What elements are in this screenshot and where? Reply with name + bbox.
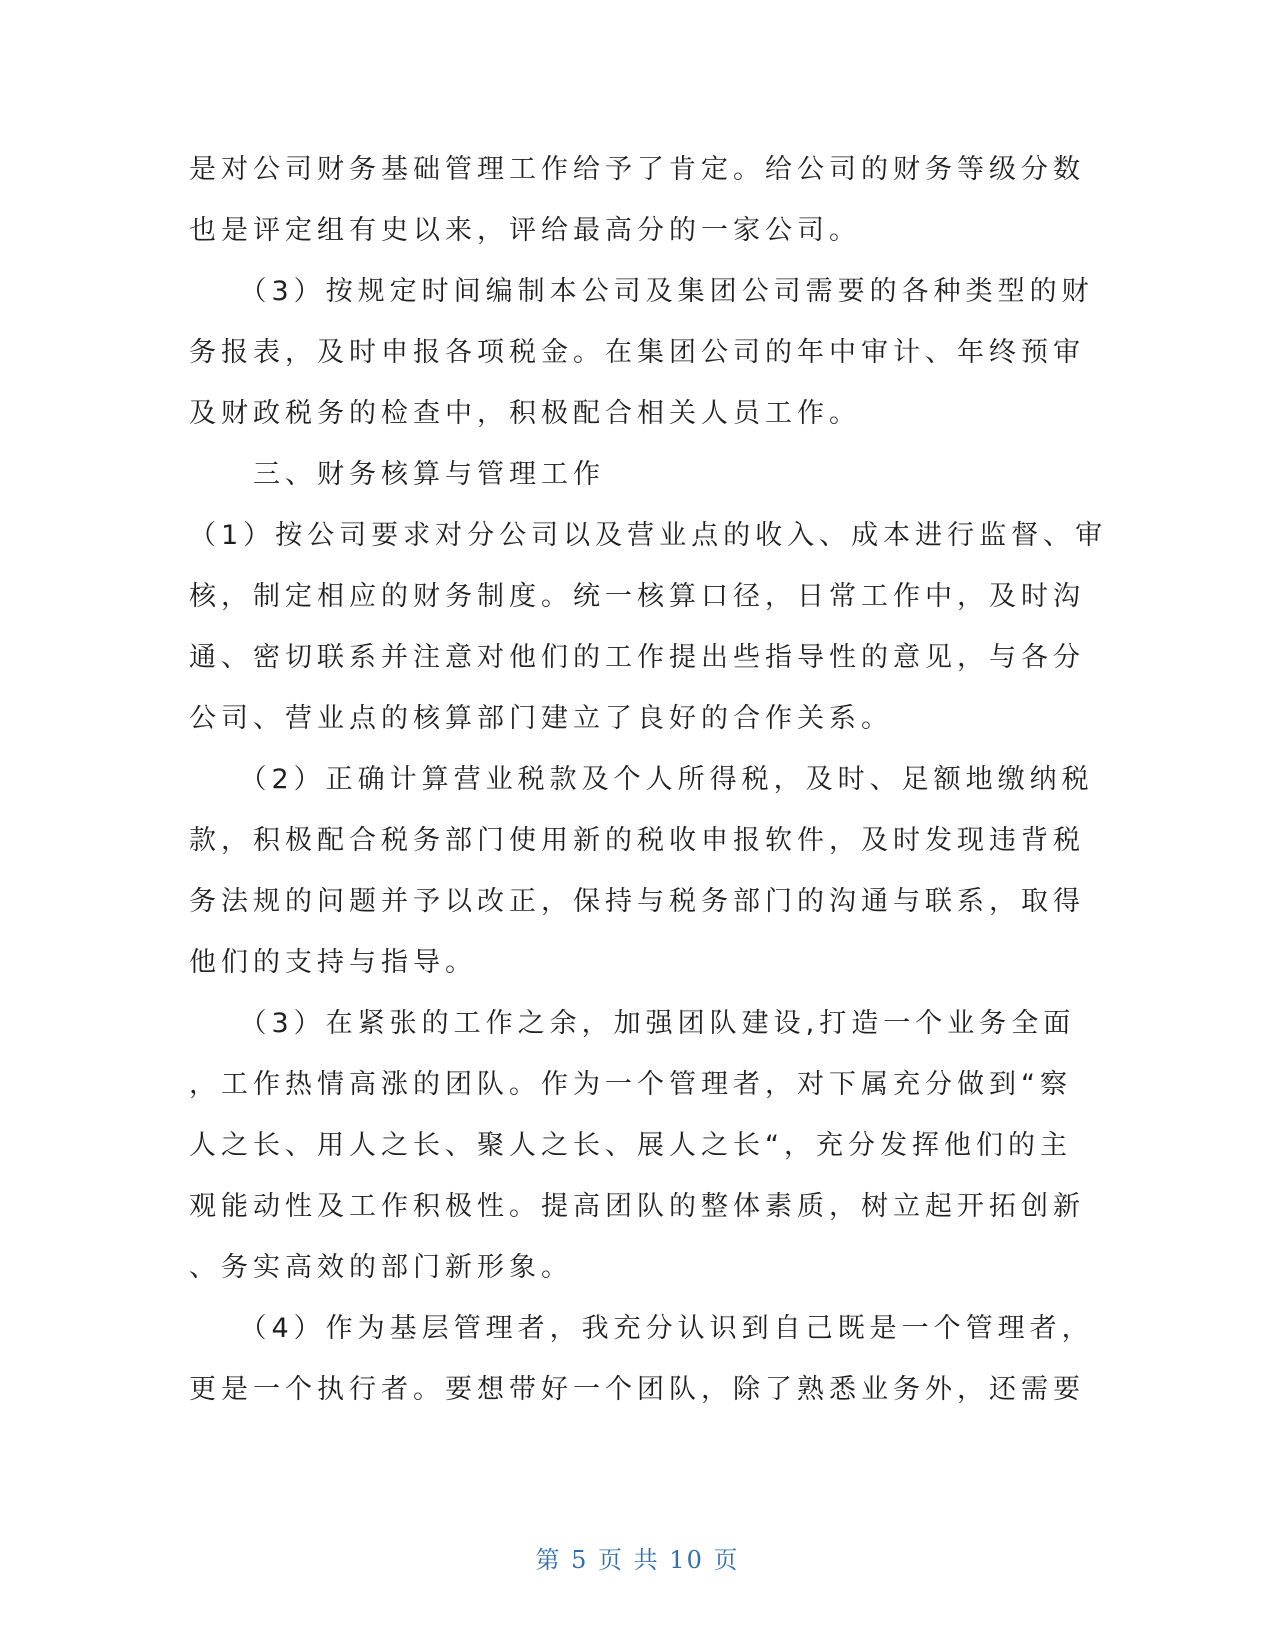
text-line: 公司、营业点的核算部门建立了良好的合作关系。 [189,703,893,734]
text-line: 款，积极配合税务部门使用新的税收申报软件，及时发现违背税 [189,825,1085,856]
text-line: 他们的支持与指导。 [189,947,477,978]
text-line: 务报表，及时申报各项税金。在集团公司的年中审计、年终预审 [189,337,1085,368]
page-number-footer: 第 5 页 共 10 页 [535,1546,740,1574]
text-line: 通、密切联系并注意对他们的工作提出些指导性的意见，与各分 [189,642,1085,673]
section-heading: 三、财务核算与管理工作 [189,459,605,490]
text-line: 人之长、用人之长、聚人之长、展人之长“，充分发挥他们的主 [189,1130,1072,1161]
text-line: 也是评定组有史以来，评给最高分的一家公司。 [189,215,861,246]
text-line: 、务实高效的部门新形象。 [189,1252,573,1283]
text-line: 是对公司财务基础管理工作给予了肯定。给公司的财务等级分数 [189,154,1085,185]
text-line: ，工作热情高涨的团队。作为一个管理者，对下属充分做到“察 [189,1069,1072,1100]
text-line: 更是一个执行者。要想带好一个团队，除了熟悉业务外，还需要 [189,1374,1085,1405]
text-line: （3）按规定时间编制本公司及集团公司需要的各种类型的财 [189,276,1094,307]
text-line: （3）在紧张的工作之余，加强团队建设,打造一个业务全面 [189,1008,1076,1039]
body-text [189,139,1108,1420]
text-line: （1）按公司要求对分公司以及营业点的收入、成本进行监督、审 [189,520,1108,551]
text-line: （2）正确计算营业税款及个人所得税，及时、足额地缴纳税 [189,764,1094,795]
text-line: 及财政税务的检查中，积极配合相关人员工作。 [189,398,861,429]
text-line: （4）作为基层管理者，我充分认识到自己既是一个管理者， [189,1313,1094,1344]
text-line: 务法规的问题并予以改正，保持与税务部门的沟通与联系，取得 [189,886,1085,917]
text-line: 核，制定相应的财务制度。统一核算口径，日常工作中，及时沟 [189,581,1085,612]
text-line: 观能动性及工作积极性。提高团队的整体素质，树立起开拓创新 [189,1191,1085,1222]
